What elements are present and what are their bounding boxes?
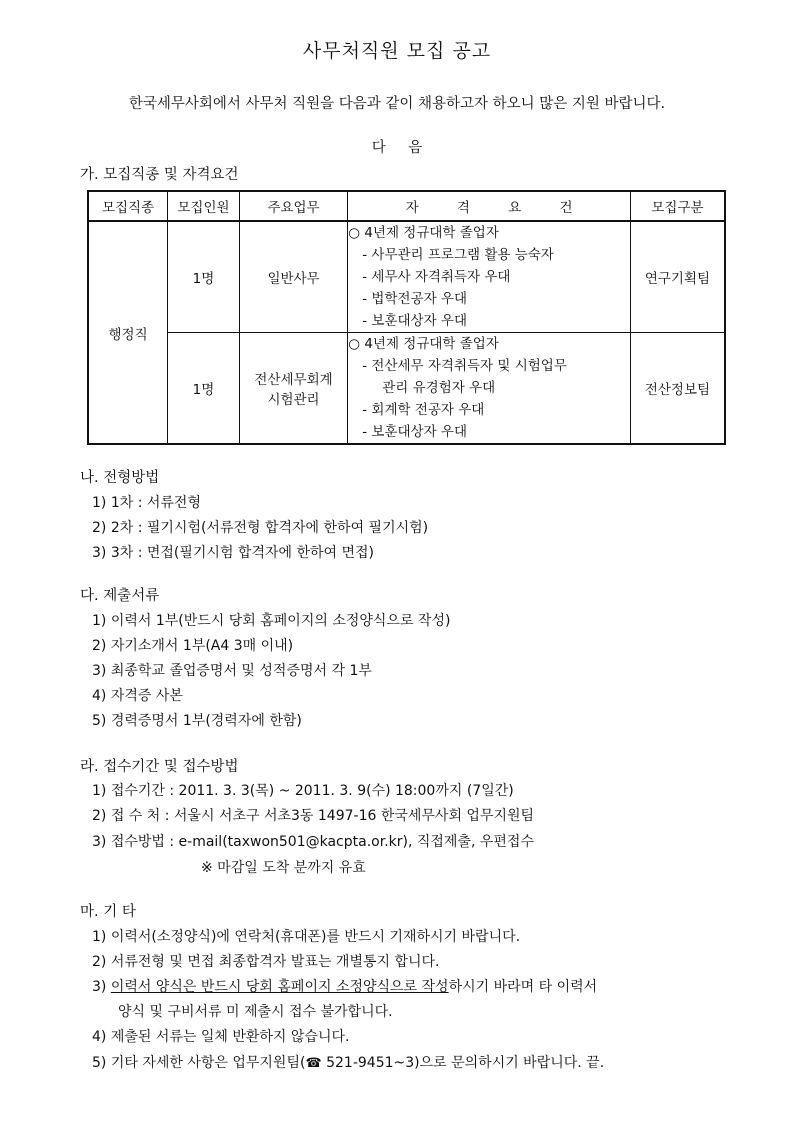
list-item: 4) 자격증 사본: [92, 688, 183, 704]
requirements-table: [87, 190, 726, 445]
item5-suffix: )으로 문의하시기 바랍니다. 끝.: [414, 1055, 605, 1071]
table-header-row: [88, 191, 725, 221]
req-line: - 전산세무 자격취득자 및 시험업무: [362, 358, 567, 374]
dept-cell: 전산정보팀: [630, 333, 725, 445]
list-item: [92, 1052, 604, 1072]
dept-cell: 연구기획팀: [630, 221, 725, 333]
daeum-heading: 다 음: [371, 140, 423, 156]
duty-line: 시험관리: [267, 392, 320, 408]
list-item: 2) 자기소개서 1부(A4 3매 이내): [92, 638, 294, 654]
req-line: - 보훈대상자 우대: [362, 424, 468, 440]
count-cell: 1명: [168, 333, 240, 445]
list-item: [92, 976, 597, 996]
section-b-heading: 나. 전형방법: [80, 470, 160, 486]
header-duty: 주요업무: [239, 191, 347, 221]
requirements-cell: [348, 221, 631, 333]
req-line: - 회계학 전공자 우대: [362, 402, 485, 418]
req-line: ○ 4년제 정규대학 졸업자: [348, 225, 499, 241]
list-item: 3) 3차 : 면접(필기시험 합격자에 한하여 면접): [92, 545, 375, 561]
requirements-cell: [348, 333, 631, 445]
list-item: 3) 접수방법 : e-mail(taxwon501@kacpta.or.kr), 직접제출, 우편접수: [92, 834, 534, 850]
req-line: - 사무관리 프로그램 활용 능숙자: [362, 247, 554, 263]
list-item: 1) 1차 : 서류전형: [92, 495, 201, 511]
table-row: [88, 333, 725, 445]
item3-underlined-text: 이력서 양식은 반드시 당회 홈페이지 소정양식으로 작성: [110, 979, 449, 995]
section-d-heading: 라. 접수기간 및 접수방법: [80, 759, 239, 775]
intro-text: 한국세무사회에서 사무처 직원을 다음과 같이 채용하고자 하오니 많은 지원 바랍니다.: [128, 96, 666, 112]
list-item: 3) 최종학교 졸업증명서 및 성적증명서 각 1부: [92, 663, 372, 679]
list-item-continuation: 양식 및 구비서류 미 제출시 접수 불가합니다.: [118, 1004, 393, 1020]
table-row: [88, 221, 725, 333]
item5-prefix: 5) 기타 자세한 사항은 업무지원팀(: [92, 1055, 306, 1071]
header-job-type: 모집직종: [88, 191, 168, 221]
req-line: - 세무사 자격취득자 우대: [362, 269, 511, 285]
section-e-heading: 마. 기 타: [80, 904, 136, 920]
deadline-note: ※ 마감일 도착 분까지 유효: [201, 860, 366, 876]
duty-line: 일반사무: [267, 271, 320, 287]
list-item: 5) 경력증명서 1부(경력자에 한함): [92, 713, 302, 729]
list-item: 2) 서류전형 및 면접 최종합격자 발표는 개별통지 합니다.: [92, 954, 440, 970]
req-line: - 보훈대상자 우대: [362, 313, 468, 329]
list-item: 1) 이력서 1부(반드시 당회 홈페이지의 소정양식으로 작성): [92, 613, 451, 629]
job-type-cell: 행정직: [88, 221, 168, 444]
phone-icon: ☎: [305, 1056, 322, 1071]
section-c-heading: 다. 제출서류: [80, 588, 160, 604]
item3-rest: 하시기 바라며 타 이력서: [448, 979, 598, 995]
section-a-heading: 가. 모집직종 및 자격요건: [80, 167, 239, 183]
item3-prefix: 3): [92, 979, 111, 995]
header-count: 모집인원: [168, 191, 240, 221]
count-cell: 1명: [168, 221, 240, 333]
req-line: ○ 4년제 정규대학 졸업자: [348, 336, 499, 352]
list-item: 2) 2차 : 필기시험(서류전형 합격자에 한하여 필기시험): [92, 520, 429, 536]
list-item: 2) 접 수 처 : 서울시 서초구 서초3동 1497-16 한국세무사회 업무지원팀: [92, 808, 535, 824]
req-line: 관리 유경험자 우대: [382, 380, 496, 396]
list-item: 1) 접수기간 : 2011. 3. 3(목) ~ 2011. 3. 9(수) 18:00까지 (7일간): [92, 783, 514, 799]
header-dept: 모집구분: [630, 191, 725, 221]
duty-cell: [239, 221, 347, 333]
list-item: 1) 이력서(소정양식)에 연락처(휴대폰)를 반드시 기재하시기 바랍니다.: [92, 929, 521, 945]
header-requirements: 자 격 요 건: [348, 191, 631, 221]
list-item: 4) 제출된 서류는 일체 반환하지 않습니다.: [92, 1029, 350, 1045]
phone-number: 521-9451~3: [321, 1055, 415, 1071]
duty-line: 전산세무회계: [254, 372, 333, 388]
page-title: 사무처직원 모집 공고: [302, 40, 492, 62]
req-line: - 법학전공자 우대: [362, 291, 468, 307]
duty-cell: [239, 333, 347, 445]
